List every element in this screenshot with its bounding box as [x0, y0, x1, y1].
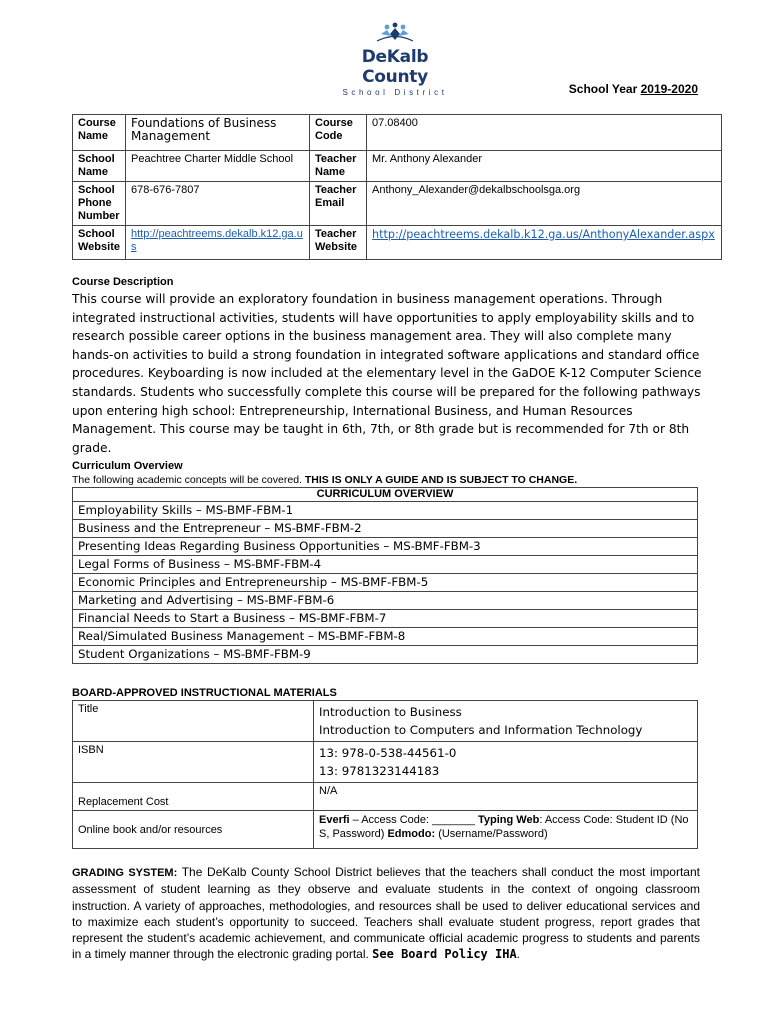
replacement-cost-label: Replacement Cost [73, 783, 314, 811]
curriculum-item: Financial Needs to Start a Business – MS-BMF-FBM-7 [73, 610, 698, 628]
materials-heading: BOARD-APPROVED INSTRUCTIONAL MATERIALS [72, 687, 337, 699]
curriculum-heading: Curriculum Overview [72, 460, 183, 472]
school-name-label: School Name [73, 151, 126, 182]
teacher-email: Anthony_Alexander@dekalbschoolsga.org [367, 182, 722, 226]
title-label: Title [73, 701, 314, 742]
school-year-label: School Year [568, 82, 638, 96]
grading-label: GRADING SYSTEM: [72, 867, 178, 879]
district-logo [330, 22, 460, 97]
materials-table [72, 700, 698, 849]
curriculum-note [72, 474, 577, 486]
edmodo-label: Edmodo: [387, 828, 436, 840]
grading-system [72, 864, 700, 963]
course-description-heading: Course Description [72, 276, 174, 288]
typing-web-label: Typing Web [478, 814, 540, 826]
board-policy: See Board Policy IHA [372, 947, 517, 962]
curriculum-item: Presenting Ideas Regarding Business Opportunities – MS-BMF-FBM-3 [73, 538, 698, 556]
course-name-label: Course Name [73, 115, 126, 151]
curriculum-table [72, 487, 698, 664]
replacement-cost-value: N/A [314, 783, 698, 811]
book-title-1: Introduction to Business [319, 705, 462, 719]
curriculum-item: Economic Principles and Entrepreneurship – MS-BMF-FBM-5 [73, 574, 698, 592]
curriculum-item: Legal Forms of Business – MS-BMF-FBM-4 [73, 556, 698, 574]
school-phone: 678-676-7807 [126, 182, 310, 226]
curriculum-note-bold: THIS IS ONLY A GUIDE AND IS SUBJECT TO CHANGE. [304, 474, 578, 486]
course-code: 07.08400 [367, 115, 722, 151]
figures-logo-icon [375, 22, 415, 42]
isbn-label: ISBN [73, 742, 314, 783]
isbn-2: 13: 9781323144183 [319, 764, 440, 778]
school-year-value: 2019-2020 [640, 82, 698, 96]
edmodo-text: (Username/Password) [435, 828, 548, 840]
grading-period: . [516, 947, 521, 962]
school-year [569, 82, 698, 96]
curriculum-item: Student Organizations – MS-BMF-FBM-9 [73, 646, 698, 664]
curriculum-item: Real/Simulated Business Management – MS-BMF-FBM-8 [73, 628, 698, 646]
teacher-website-link[interactable]: http://peachtreems.dekalb.k12.ga.us/AnthonyAlexander.aspx [372, 228, 715, 241]
teacher-email-label: Teacher Email [310, 182, 367, 226]
typing-web-text: : Access Code: Student ID (No S, Password) [319, 814, 689, 840]
course-code-label: Course Code [310, 115, 367, 151]
curriculum-item: Marketing and Advertising – MS-BMF-FBM-6 [73, 592, 698, 610]
logo-subtitle: School District [342, 88, 448, 97]
teacher-website-label: Teacher Website [310, 226, 367, 260]
school-phone-label: School Phone Number [73, 182, 126, 226]
course-name: Foundations of Business Management [126, 115, 310, 151]
course-description-text: This course will provide an exploratory foundation in business management operations. Through integrated instructional activities, students will have opportunities to apply employability skills and to research possible career options in the business management area. They will also complete many hands-on activities to build a strong foundation in integrated software applications and standard office procedures. Keyboarding is now included at the elementary level in the GaDOE K-12 Computer Science standards. Students who successfully complete this course will be prepared for the following pathways upon entering high school: Entrepreneurship, International Business, and Human Resources Management. This course may be taught in 6th, 7th, or 8th grade but is recommended for 7th or 8th grade. [72, 292, 702, 455]
school-name: Peachtree Charter Middle School [126, 151, 310, 182]
online-resources-label: Online book and/or resources [73, 811, 314, 849]
isbn-1: 13: 978-0-538-44561-0 [319, 746, 457, 760]
everfi-label: Everfi [319, 814, 350, 826]
book-title-2: Introduction to Computers and Information Technology [319, 723, 643, 737]
grading-text: The DeKalb County School District believes that the teachers shall conduct the most important assessment of student learning as they observe and evaluate students in the context of ongoing classroom instruction. A variety of approaches, methodologies, and resources shall be used to deliver educational services and to maximize each student’s opportunity to succeed. Teachers shall evaluate student progress, report grades that represent the student’s academic achievement, and communicate official academic progress to students and parents in a timely manner through the electronic grading portal. [72, 865, 700, 962]
course-info-table [72, 114, 722, 260]
curriculum-table-header: CURRICULUM OVERVIEW [73, 488, 698, 502]
everfi-text: – Access Code: _______ [349, 814, 479, 826]
online-resources-value [314, 811, 698, 849]
school-website-label: School Website [73, 226, 126, 260]
curriculum-note-text: The following academic concepts will be covered. [72, 474, 302, 486]
logo-title: DeKalb County [361, 47, 429, 87]
curriculum-item: Business and the Entrepreneur – MS-BMF-FBM-2 [73, 520, 698, 538]
school-website-link[interactable]: http://peachtreems.dekalb.k12.ga.us [126, 226, 310, 260]
curriculum-item: Employability Skills – MS-BMF-FBM-1 [73, 502, 698, 520]
teacher-name: Mr. Anthony Alexander [367, 151, 722, 182]
teacher-name-label: Teacher Name [310, 151, 367, 182]
